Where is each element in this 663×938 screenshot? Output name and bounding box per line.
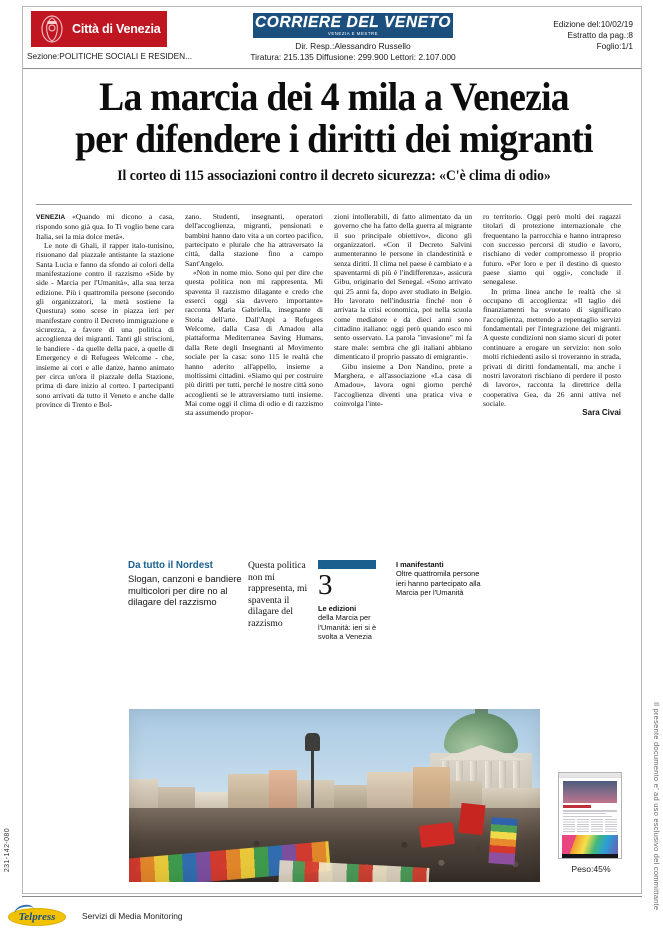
masthead-divider <box>23 68 641 69</box>
footer-divider <box>22 896 642 897</box>
masthead-right <box>483 7 641 52</box>
extracted-page: Estratto da pag.:8 <box>567 30 633 40</box>
headline-divider <box>36 204 632 205</box>
venice-crest-icon <box>39 14 65 44</box>
masthead-center <box>223 7 483 69</box>
pullquote-title: Da tutto il Nordest <box>128 560 213 571</box>
paragraph-text: In prima linea anche le realtà che si occupano di accoglienza: «Il taglio dei finanziamenti ha svuotato di significato l'accoglienza, mettendo a repentaglio servizi fondamentali per l'integrazione dei migranti. A queste condizioni non siamo sicuri di poter continuare a erogare un servizio: non solo molti richiedenti asilo si troveranno in strada, privati di diritti fondamentali, ma anche i nostri lavoratori rischiano di perdere il posto di lavoro», racconta la direttrice della cooperativa Gea, da 26 anni attiva nel sociale. <box>483 286 621 408</box>
thumbnail-accent <box>563 805 591 808</box>
stat-accent-bar <box>318 560 376 569</box>
stat-number: 3 <box>318 569 333 601</box>
dateline: VENEZIA <box>36 214 66 221</box>
stat-text: della Marcia per l'Umanità: ieri si è svolta a Venezia <box>318 613 377 641</box>
paragraph <box>483 287 621 408</box>
civic-logo-label: Città di Venezia <box>72 22 161 36</box>
pullquote-text: Questa politica non mi rappresenta, mi spaventa il dilagare del razzismo <box>248 560 308 629</box>
article-photo-venice-march <box>129 709 540 882</box>
paragraph <box>334 212 472 362</box>
headline-block <box>36 76 632 185</box>
paragraph-text: Gibu insieme a Don Nandino, prete a Marghera, e all'associazione «La casa di Amadou», lavora ogni giorno perché l'accoglienza diventi una pratica viva e coinvolga l'inte- <box>334 361 472 408</box>
paragraph <box>36 241 174 409</box>
side-code-vertical-text: 231-142-080 <box>4 828 11 873</box>
director-line: Dir. Resp.:Alessandro Russello <box>295 41 411 51</box>
section-label: Sezione:POLITICHE SOCIALI E RESIDEN... <box>27 51 193 61</box>
article-column-3 <box>334 212 472 557</box>
headline-line-2: per difendere i diritti dei migranti <box>75 116 593 161</box>
weight-label: Peso:45% <box>571 864 611 874</box>
paragraph <box>36 212 174 241</box>
circulation-line: Tiratura: 215.135 Diffusione: 299.900 Lettori: 2.107.000 <box>250 52 456 62</box>
pullquote-politica <box>248 560 318 685</box>
citta-di-venezia-badge <box>31 11 167 47</box>
telpress-logo <box>8 905 68 927</box>
stat-label: I manifestanti <box>396 560 444 569</box>
sheet-number: Foglio:1/1 <box>596 41 633 51</box>
paper-name: CORRIERE DEL VENETO <box>255 13 451 31</box>
masthead-left <box>23 7 223 69</box>
stat-text: Oltre quattromila persone ieri hanno partecipato alla Marcia per l'Umanità <box>396 569 481 598</box>
thumbnail-headline-lines <box>563 810 617 817</box>
paragraph-text: ro territorio. Oggi però molti dei ragazzi titolari di protezione internazionale che frequentano la parrocchia e hanno intrapreso con successo percorsi di studio e lavoro, rischiano di veder compromesso il proprio futuro. «Per loro e per il destino di questo paese siamo qui oggi», conclude il senegalese. <box>483 212 621 287</box>
article-column-1 <box>36 212 174 557</box>
paragraph-text: «Quando mi dicono a casa, rispondo sono già qua. Io Ti voglio bene cara Italia, sei la mia dolce metà». <box>36 212 174 241</box>
thumbnail-text-columns <box>563 819 617 833</box>
article-column-2 <box>185 212 323 557</box>
article-column-4 <box>483 212 621 557</box>
paragraph-text: zano. Studenti, insegnanti, operatori dell'accoglienza, migranti, pensionati e bambini hanno dato vita a un corteo pacifico, partecipato e plurale che ha attraversato la città, dalla stazione fino a campo Sant'Angelo. <box>185 212 323 268</box>
footer <box>8 905 183 927</box>
page-thumbnail[interactable] <box>558 772 622 859</box>
paper-masthead-logo <box>253 13 453 38</box>
lower-panel <box>36 560 632 685</box>
masthead <box>23 7 641 69</box>
side-notice-vertical-text: Il presente documento e' ad uso esclusivo del committante <box>652 702 661 911</box>
thumbnail-photo <box>563 781 617 803</box>
paragraph-text: zioni intollerabili, di fatto alimentato da un governo che ha fatto della guerra al migrante il suo principale obiettivo», dicono gli organizzatori. «Con il Decreto Salvini aumenteranno le persone in clandestinità e senza diritti. Il clima nel paese è cambiato e a spaventarmi di più è l'indifferenza», assicura Gibu, originario del Senegal. «Sono arrivato qui 25 anni fa, dopo aver studiato in Belgio. Ho lavorato nell'industria finché non è arrivata la crisi economica, poi nella scuola come mediatore e da dieci anni sono cittadino italiano: oggi però quando esco mi sento osservato. La parola "invasione" mi fa stare male: sembra che gli italiani abbiano dimenticato il proprio passato di emigranti». <box>334 212 472 362</box>
logo-text: Telpress <box>18 911 56 923</box>
headline-line-1: La marcia dei 4 mila a Venezia <box>99 74 569 119</box>
stat-label: Le edizioni <box>318 604 357 613</box>
paragraph-text: Le note di Ghali, il rapper italo-tunisino, risuonano dal piazzale antistante la stazione Santa Lucia e fanno da sfondo ai colori della manifestazione contro il razzismo «Side by side - Marcia per l'Umanità», alla sua terza edizione. Più i quattromila persone (secondo gli organizzatori, la metà sostiene la Questura) sono scese in piazza ieri per manifestare contro il Decreto immigrazione e sicurezza, a favore di una politica di accoglienza dei migranti. Tanti gli striscioni, le bandiere - da quelle della pace, a quelle di Emergency e di Refugees Welcome - che, insieme ai cori e alle danze, hanno animato per circa un'ora il piazzale della Stazione, prima di dare inizio al corteo. I partecipanti sono arrivati da tutto il Veneto e anche dalle province di Trento e Bol- <box>36 241 174 409</box>
edition-date: Edizione del:10/02/19 <box>553 19 633 29</box>
paragraph-text: «Non in nome mio. Sono qui per dire che questa politica non mi rappresenta. Mi spaventa il razzismo dilagante e credo che esserci oggi sia davvero importante» racconta Maria Gabriella, insegnante di Storia dell'arte. Dall'Anpi a Refugees Welcome, dalla Casa di Amadou alla piattaforma Mediterranea Saving Humans, dalla Rete degli Insegnanti al Movimento sociale per la casa: sono 115 le realtà che hanno aderito all'appello, insieme a moltissimi cittadini. «Siamo qui per costruire più diritti per tutti, perché le nostre città sono accoglienti se le attraversiamo tutti insieme. Mai come oggi il clima di odio e di razzismo sta assumendo propor- <box>185 268 323 418</box>
article-columns <box>36 212 632 557</box>
pullquote-text: Slogan, canzoni e bandiere multicolori per dire no al dilagare del razzismo <box>128 573 242 608</box>
stat-block-edizioni <box>318 560 396 685</box>
footer-tagline: Servizi di Media Monitoring <box>82 911 183 921</box>
paragraph <box>334 362 472 409</box>
paragraph <box>185 212 323 268</box>
paragraph <box>483 212 621 287</box>
paper-edition-sub: VENEZIA E MESTRE <box>327 30 379 36</box>
subheadline: Il corteo di 115 associazioni contro il decreto sicurezza: «C'è clima di odio» <box>117 168 551 184</box>
stat-block-manifestanti <box>396 560 482 685</box>
thumbnail-advertisement <box>562 835 618 859</box>
pullquote-nordest <box>128 560 248 685</box>
article-byline: Sara Civai <box>582 408 621 418</box>
paragraph <box>185 268 323 418</box>
